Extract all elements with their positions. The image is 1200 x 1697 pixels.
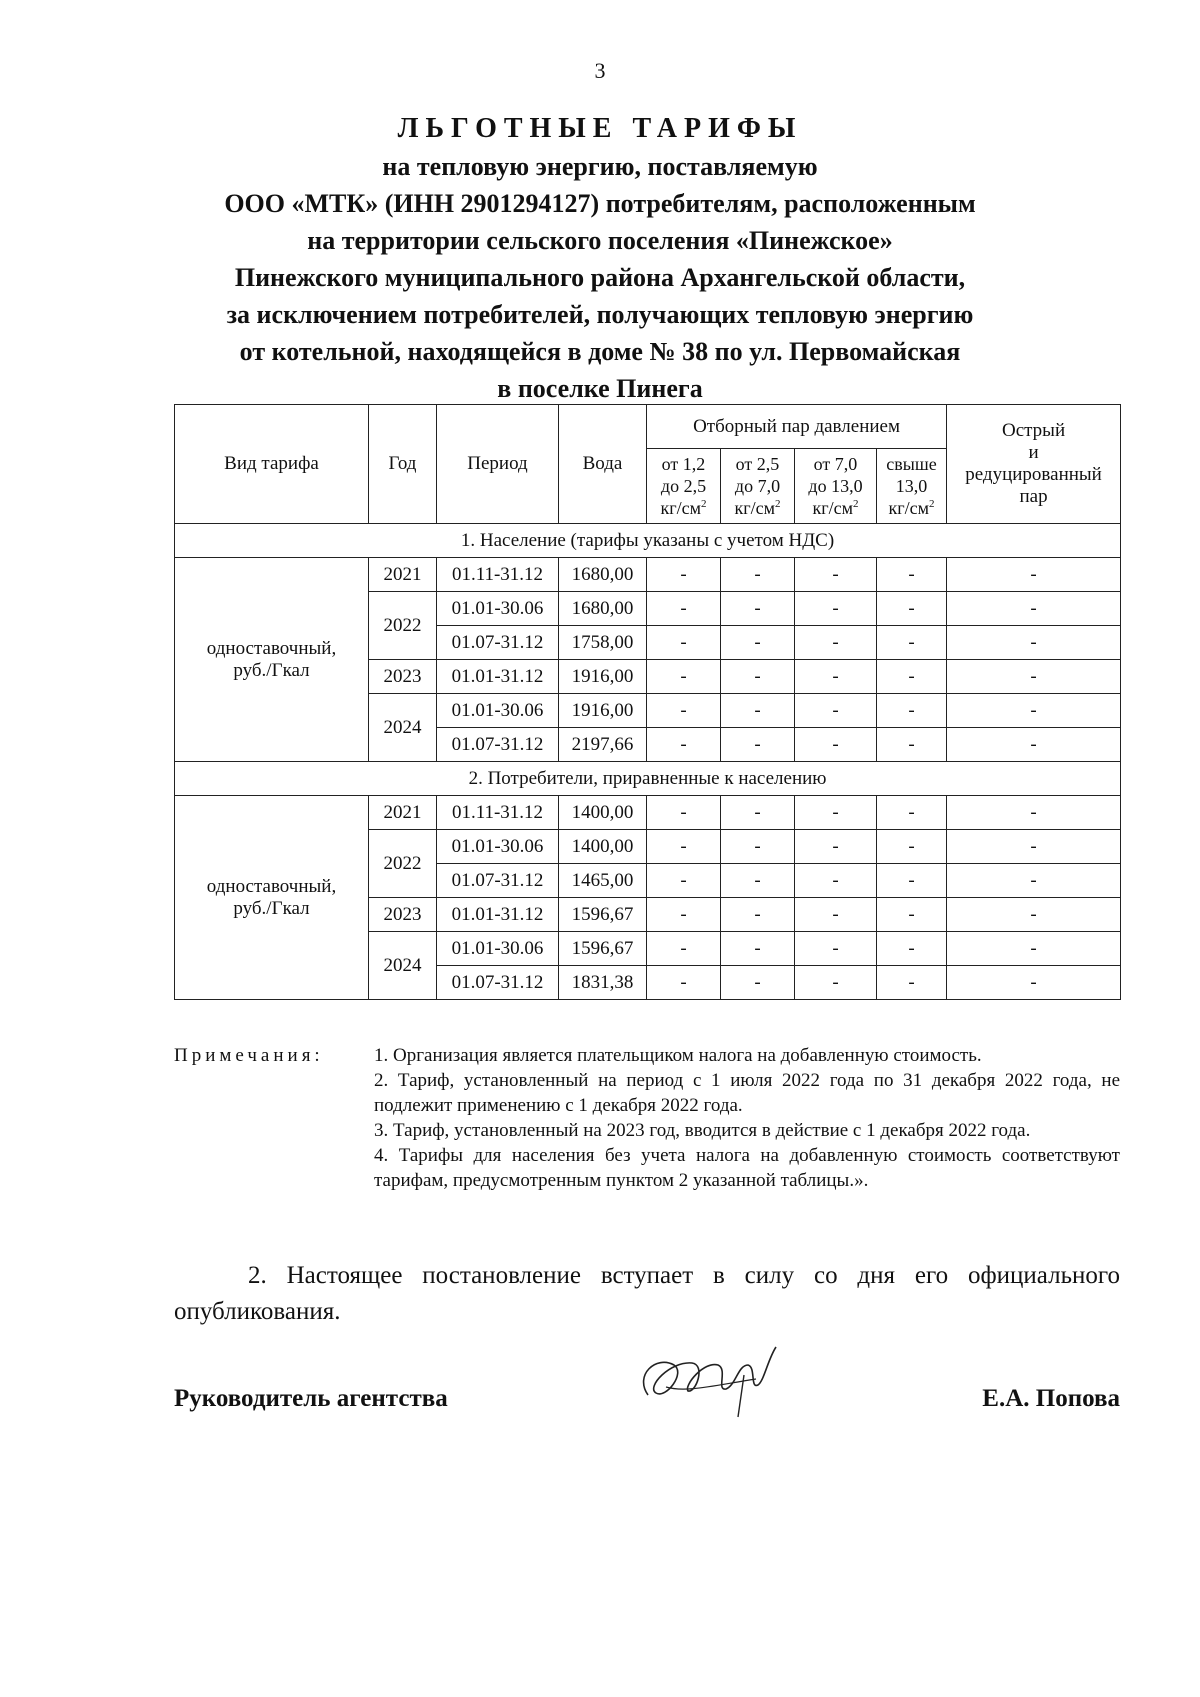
s2-cell: -: [721, 898, 795, 932]
header-steam-group: Отборный пар давлением: [647, 405, 947, 449]
s1-cell: -: [647, 932, 721, 966]
signature-row: [174, 1385, 1120, 1425]
s2-cell: -: [721, 660, 795, 694]
header-sharp-steam: [947, 405, 1121, 524]
water-cell: 1758,00: [559, 626, 647, 660]
s1-cell: -: [647, 694, 721, 728]
period-cell: 01.01-31.12: [437, 898, 559, 932]
header-sharp-line: пар: [1019, 486, 1048, 507]
note-item: 1. Организация является плательщиком налога на добавленную стоимость.: [374, 1045, 982, 1066]
header-steam-line: от 2,5: [735, 454, 780, 474]
s2-cell: -: [721, 728, 795, 762]
header-steam-1: [647, 449, 721, 524]
s2-cell: -: [721, 864, 795, 898]
s3-cell: -: [795, 660, 877, 694]
s3-cell: -: [795, 728, 877, 762]
water-cell: 1400,00: [559, 830, 647, 864]
s4-cell: -: [877, 558, 947, 592]
s1-cell: -: [647, 626, 721, 660]
title-line: на территории сельского поселения «Пинежское»: [307, 226, 893, 255]
signer-title: Руководитель агентства: [174, 1385, 448, 1412]
s1-cell: -: [647, 830, 721, 864]
header-sharp-line: редуцированный: [965, 464, 1102, 485]
section-title: 1. Население (тарифы указаны с учетом НДС): [175, 524, 1121, 558]
table-row: [175, 558, 1121, 592]
s2-cell: -: [721, 796, 795, 830]
s2-cell: -: [721, 830, 795, 864]
period-cell: 01.01-30.06: [437, 694, 559, 728]
header-steam-unit: $кг/см^2$: [812, 498, 859, 518]
s4-cell: -: [877, 966, 947, 1000]
header-steam-line: до 13,0: [808, 476, 863, 496]
s3-cell: -: [795, 558, 877, 592]
s4-cell: -: [877, 864, 947, 898]
s4-cell: -: [877, 898, 947, 932]
header-steam-unit: $кг/см^2$: [888, 498, 935, 518]
title-main: ЛЬГОТНЫЕ ТАРИФЫ: [397, 113, 803, 144]
notes-list: [374, 1043, 1120, 1193]
s1-cell: -: [647, 796, 721, 830]
s3-cell: -: [795, 966, 877, 1000]
header-water: Вода: [559, 405, 647, 524]
period-cell: 01.07-31.12: [437, 966, 559, 1000]
sharp-cell: -: [947, 660, 1121, 694]
period-cell: 01.01-30.06: [437, 830, 559, 864]
sharp-cell: -: [947, 694, 1121, 728]
note-item: 4. Тарифы для населения без учета налога на добавленную стоимость соответствуют тарифам, предусмотренным пунктом 2 указанной таблицы.».: [374, 1145, 1120, 1191]
header-tariff-type: Вид тарифа: [175, 405, 369, 524]
water-cell: 1400,00: [559, 796, 647, 830]
tariff-type-line: руб./Гкал: [233, 659, 310, 681]
header-steam-unit: $кг/см^2$: [734, 498, 781, 518]
title-line: в поселке Пинега: [497, 374, 703, 403]
period-cell: 01.11-31.12: [437, 558, 559, 592]
tariff-type-line: одноставочный,: [206, 637, 337, 659]
s1-cell: -: [647, 966, 721, 1000]
sharp-cell: -: [947, 830, 1121, 864]
tariff-table-body: [175, 524, 1121, 1000]
water-cell: 1680,00: [559, 592, 647, 626]
s3-cell: -: [795, 898, 877, 932]
year-cell: 2022: [369, 592, 437, 660]
tariff-type-cell: [175, 558, 369, 762]
year-cell: 2021: [369, 558, 437, 592]
header-period: Период: [437, 405, 559, 524]
header-steam-2: [721, 449, 795, 524]
note-item: 2. Тариф, установленный на период с 1 июля 2022 года по 31 декабря 2022 года, не подлежит применению с 1 декабря 2022 года.: [374, 1070, 1120, 1116]
title-line: Пинежского муниципального района Архангельской области,: [234, 263, 966, 292]
s2-cell: -: [721, 592, 795, 626]
section-title: 2. Потребители, приравненные к населению: [175, 762, 1121, 796]
water-cell: 1831,38: [559, 966, 647, 1000]
header-steam-line: от 7,0: [813, 454, 858, 474]
water-cell: 1680,00: [559, 558, 647, 592]
s4-cell: -: [877, 592, 947, 626]
sharp-cell: -: [947, 592, 1121, 626]
water-cell: 2197,66: [559, 728, 647, 762]
s3-cell: -: [795, 830, 877, 864]
s2-cell: -: [721, 558, 795, 592]
header-steam-4: [877, 449, 947, 524]
sharp-cell: -: [947, 796, 1121, 830]
title-line: на тепловую энергию, поставляемую: [382, 152, 818, 181]
water-cell: 1465,00: [559, 864, 647, 898]
period-cell: 01.07-31.12: [437, 864, 559, 898]
s4-cell: -: [877, 694, 947, 728]
s4-cell: -: [877, 728, 947, 762]
period-cell: 01.01-31.12: [437, 660, 559, 694]
year-cell: 2023: [369, 660, 437, 694]
header-steam-unit: $кг/см^2$: [660, 498, 707, 518]
header-steam-line: до 2,5: [660, 476, 707, 496]
s2-cell: -: [721, 694, 795, 728]
s4-cell: -: [877, 830, 947, 864]
page-number: 3: [594, 58, 606, 83]
s1-cell: -: [647, 898, 721, 932]
s1-cell: -: [647, 864, 721, 898]
period-cell: 01.01-30.06: [437, 932, 559, 966]
header-sharp-line: Острый: [1001, 420, 1066, 441]
s3-cell: -: [795, 694, 877, 728]
water-cell: 1596,67: [559, 898, 647, 932]
sharp-cell: -: [947, 728, 1121, 762]
header-year: Год: [369, 405, 437, 524]
header-steam-3: [795, 449, 877, 524]
sharp-cell: -: [947, 626, 1121, 660]
s3-cell: -: [795, 864, 877, 898]
year-cell: 2024: [369, 694, 437, 762]
s3-cell: -: [795, 932, 877, 966]
header-sharp-line: и: [1028, 442, 1039, 463]
period-cell: 01.07-31.12: [437, 728, 559, 762]
sharp-cell: -: [947, 558, 1121, 592]
water-cell: 1916,00: [559, 660, 647, 694]
title-line: от котельной, находящейся в доме № 38 по ул. Первомайская: [239, 337, 961, 366]
title-line: за исключением потребителей, получающих тепловую энергию: [226, 300, 974, 329]
header-steam-line: свыше: [886, 454, 937, 474]
s2-cell: -: [721, 966, 795, 1000]
water-cell: 1596,67: [559, 932, 647, 966]
s4-cell: -: [877, 660, 947, 694]
tariff-type-line: одноставочный,: [206, 875, 337, 897]
document-title: [140, 110, 1060, 407]
s2-cell: -: [721, 626, 795, 660]
effective-clause: 2. Настоящее постановление вступает в силу со дня его официального опубликования.: [174, 1262, 1120, 1325]
year-cell: 2022: [369, 830, 437, 898]
sharp-cell: -: [947, 966, 1121, 1000]
s1-cell: -: [647, 660, 721, 694]
signer-name: Е.А. Попова: [982, 1385, 1120, 1412]
section-row: [175, 762, 1121, 796]
year-cell: 2023: [369, 898, 437, 932]
s1-cell: -: [647, 728, 721, 762]
header-steam-line: от 1,2: [661, 454, 706, 474]
period-cell: 01.07-31.12: [437, 626, 559, 660]
sharp-cell: -: [947, 864, 1121, 898]
title-line: ООО «МТК» (ИНН 2901294127) потребителям, расположенным: [224, 189, 976, 218]
water-cell: 1916,00: [559, 694, 647, 728]
header-steam-line: до 7,0: [734, 476, 781, 496]
s4-cell: -: [877, 932, 947, 966]
sharp-cell: -: [947, 932, 1121, 966]
header-steam-line: 13,0: [895, 476, 928, 496]
tariff-table: [174, 404, 1121, 1000]
s3-cell: -: [795, 592, 877, 626]
s3-cell: -: [795, 796, 877, 830]
s1-cell: -: [647, 592, 721, 626]
s1-cell: -: [647, 558, 721, 592]
tariff-type-cell: [175, 796, 369, 1000]
period-cell: 01.11-31.12: [437, 796, 559, 830]
note-item: 3. Тариф, установленный на 2023 год, вводится в действие с 1 декабря 2022 года.: [374, 1120, 1031, 1141]
section-row: [175, 524, 1121, 558]
s4-cell: -: [877, 626, 947, 660]
table-row: [175, 796, 1121, 830]
notes-label: Примечания:: [174, 1045, 324, 1066]
year-cell: 2024: [369, 932, 437, 1000]
year-cell: 2021: [369, 796, 437, 830]
s2-cell: -: [721, 932, 795, 966]
s3-cell: -: [795, 626, 877, 660]
tariff-type-line: руб./Гкал: [233, 897, 310, 919]
sharp-cell: -: [947, 898, 1121, 932]
s4-cell: -: [877, 796, 947, 830]
period-cell: 01.01-30.06: [437, 592, 559, 626]
